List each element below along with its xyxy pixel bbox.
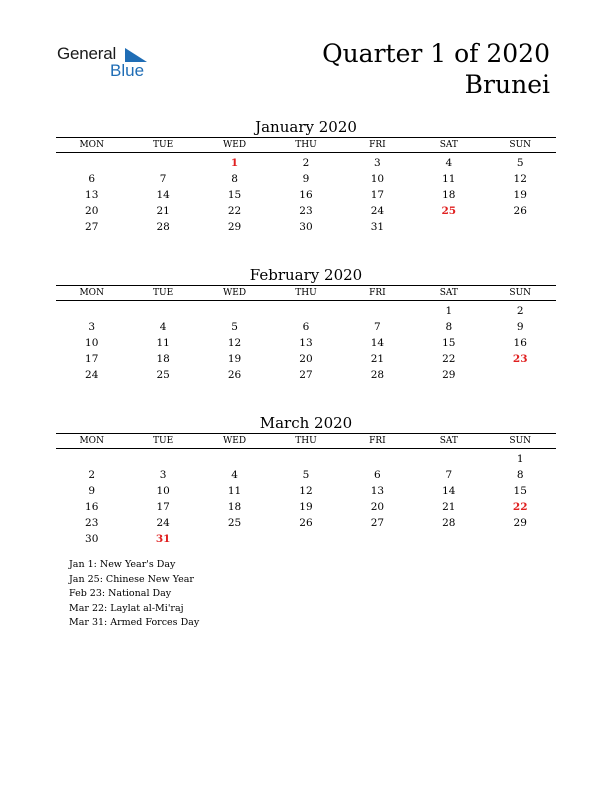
- month-calendar: [56, 265, 556, 383]
- day-cell: 24: [370, 205, 385, 217]
- weekday-label: THU: [295, 436, 317, 446]
- weekday-label: MON: [79, 436, 104, 446]
- day-cell: 30: [299, 221, 313, 233]
- day-cell: 20: [370, 501, 385, 513]
- weekday-label: SAT: [439, 140, 458, 150]
- day-cell: 11: [156, 337, 170, 349]
- day-cell: 18: [156, 353, 170, 365]
- day-cell: 28: [370, 369, 385, 381]
- day-cell: 18: [227, 501, 242, 513]
- day-cell: 6: [88, 173, 96, 185]
- weekday-label: SAT: [439, 288, 458, 298]
- day-cell: 2: [302, 157, 310, 169]
- day-cell: 24: [156, 517, 170, 529]
- title-quarter: Quarter 1 of 2020: [322, 39, 550, 68]
- title-country: Brunei: [464, 70, 550, 99]
- day-cell: 19: [299, 501, 313, 513]
- weekday-label: FRI: [369, 140, 386, 150]
- day-cell: 10: [85, 337, 99, 349]
- week-row: [56, 451, 556, 467]
- week-row: [56, 303, 556, 319]
- day-cell: 9: [516, 321, 524, 333]
- day-cell: 26: [299, 517, 313, 529]
- day-cell: 5: [302, 469, 310, 481]
- empty-day-cell: [485, 367, 556, 383]
- empty-day-cell: [127, 451, 198, 467]
- day-cell: 5: [516, 157, 524, 169]
- weekday-header: [56, 137, 556, 153]
- day-cell: 11: [442, 173, 456, 185]
- empty-day-cell: [485, 531, 556, 547]
- weekday-label: SUN: [509, 288, 532, 298]
- day-cell: 9: [88, 485, 96, 497]
- logo-text-general: General: [57, 44, 117, 63]
- day-cell: 3: [159, 469, 167, 481]
- day-cell: 13: [299, 337, 313, 349]
- week-row: [56, 219, 556, 235]
- empty-day-cell: [127, 155, 198, 171]
- day-cell: 21: [370, 353, 385, 365]
- day-cell: 15: [513, 485, 527, 497]
- weekday-label: FRI: [369, 436, 386, 446]
- week-row: [56, 499, 556, 515]
- empty-day-cell: [56, 303, 127, 319]
- day-cell: 2: [516, 305, 524, 317]
- day-cell: 3: [374, 157, 381, 169]
- month-title: January 2020: [255, 118, 357, 136]
- day-cell: 28: [442, 517, 456, 529]
- day-cell: 4: [159, 321, 167, 333]
- day-cell: 21: [156, 205, 170, 217]
- day-cell: 7: [159, 173, 167, 185]
- day-cell: 21: [442, 501, 456, 513]
- week-row: [56, 171, 556, 187]
- weekday-label: THU: [295, 288, 317, 298]
- weekday-label: TUE: [153, 140, 174, 150]
- day-cell: 12: [299, 485, 313, 497]
- day-cell: 20: [299, 353, 313, 365]
- day-cell: 5: [231, 321, 238, 333]
- day-cell: 6: [374, 469, 381, 481]
- day-cell: 31: [370, 221, 385, 233]
- month-calendar: [56, 413, 556, 547]
- day-cell: 17: [85, 353, 99, 365]
- weekday-label: MON: [79, 140, 104, 150]
- day-cell: 7: [374, 321, 381, 333]
- weekday-label: WED: [223, 288, 247, 298]
- day-cell: 1: [516, 453, 524, 465]
- empty-day-cell: [127, 303, 198, 319]
- empty-day-cell: [485, 219, 556, 235]
- logo-triangle-icon: [125, 46, 147, 62]
- day-cell: 4: [231, 469, 238, 481]
- empty-day-cell: [342, 303, 413, 319]
- day-cell: 3: [88, 321, 96, 333]
- day-cell: 15: [442, 337, 456, 349]
- weekday-label: THU: [295, 140, 317, 150]
- day-cell: 24: [85, 369, 99, 381]
- day-cell: 20: [85, 205, 99, 217]
- empty-day-cell: [56, 451, 127, 467]
- day-cell: 23: [85, 517, 99, 529]
- weekday-header: [56, 285, 556, 301]
- day-cell: 27: [85, 221, 99, 233]
- day-cell: 10: [370, 173, 385, 185]
- week-row: [56, 187, 556, 203]
- empty-day-cell: [270, 531, 341, 547]
- day-cell: 29: [513, 517, 527, 529]
- holiday-item: Mar 22: Laylat al-Mi'raj: [69, 602, 184, 614]
- day-cell: 29: [227, 221, 242, 233]
- day-cell: 1: [445, 305, 453, 317]
- day-cell: 9: [302, 173, 310, 185]
- month-title: March 2020: [259, 414, 353, 432]
- day-cell: 8: [231, 173, 238, 185]
- week-row: [56, 203, 556, 219]
- empty-day-cell: [413, 219, 484, 235]
- day-cell: 18: [442, 189, 456, 201]
- empty-day-cell: [199, 531, 270, 547]
- day-cell: 2: [88, 469, 96, 481]
- holiday-item: Feb 23: National Day: [69, 588, 172, 599]
- day-cell: 22: [227, 205, 242, 217]
- day-cell: 27: [299, 369, 313, 381]
- day-cell: 12: [513, 173, 527, 185]
- weekday-label: MON: [79, 288, 104, 298]
- day-cell: 14: [370, 337, 385, 349]
- week-row: [56, 483, 556, 499]
- empty-day-cell: [56, 155, 127, 171]
- holiday-item: Jan 1: New Year's Day: [69, 559, 176, 570]
- holiday-list: [69, 558, 199, 631]
- day-cell: 11: [227, 485, 242, 497]
- empty-day-cell: [342, 451, 413, 467]
- empty-day-cell: [413, 451, 484, 467]
- empty-day-cell: [270, 451, 341, 467]
- day-cell: 17: [156, 501, 170, 513]
- week-row: [56, 467, 556, 483]
- day-cell: 16: [299, 189, 313, 201]
- day-cell: 22: [512, 501, 528, 513]
- day-cell: 25: [227, 517, 242, 529]
- day-cell: 27: [370, 517, 385, 529]
- weekday-label: TUE: [153, 436, 174, 446]
- day-cell: 4: [445, 157, 453, 169]
- empty-day-cell: [199, 303, 270, 319]
- month-calendar: [56, 117, 556, 235]
- empty-day-cell: [413, 531, 484, 547]
- weekday-label: TUE: [153, 288, 174, 298]
- day-cell: 26: [227, 369, 242, 381]
- weekday-label: SAT: [439, 436, 458, 446]
- week-row: [56, 319, 556, 335]
- day-cell: 30: [85, 533, 99, 545]
- day-cell: 17: [370, 189, 385, 201]
- day-cell: 13: [370, 485, 385, 497]
- week-row: [56, 351, 556, 367]
- day-cell: 19: [227, 353, 242, 365]
- day-cell: 8: [516, 469, 524, 481]
- day-cell: 31: [155, 533, 171, 545]
- week-row: [56, 515, 556, 531]
- day-cell: 6: [302, 321, 310, 333]
- day-cell: 16: [85, 501, 99, 513]
- day-cell: 7: [445, 469, 453, 481]
- day-cell: 19: [513, 189, 527, 201]
- month-title: February 2020: [249, 266, 363, 284]
- weekday-label: SUN: [509, 436, 532, 446]
- day-cell: 25: [156, 369, 170, 381]
- weekday-label: SUN: [509, 140, 532, 150]
- day-cell: 1: [230, 157, 239, 169]
- weekday-label: WED: [223, 436, 247, 446]
- day-cell: 13: [85, 189, 99, 201]
- logo-text-blue: Blue: [110, 61, 145, 80]
- week-row: [56, 367, 556, 383]
- day-cell: 26: [513, 205, 527, 217]
- day-cell: 23: [512, 353, 528, 365]
- empty-day-cell: [270, 303, 341, 319]
- weekday-header: [56, 433, 556, 449]
- day-cell: 23: [299, 205, 313, 217]
- empty-day-cell: [342, 531, 413, 547]
- holiday-item: Mar 31: Armed Forces Day: [69, 617, 200, 628]
- day-cell: 12: [227, 337, 242, 349]
- empty-day-cell: [199, 451, 270, 467]
- logo: [57, 44, 157, 84]
- day-cell: 22: [442, 353, 456, 365]
- weekday-label: FRI: [369, 288, 386, 298]
- weekday-label: WED: [223, 140, 247, 150]
- day-cell: 8: [445, 321, 453, 333]
- day-cell: 28: [156, 221, 170, 233]
- page-title: [322, 38, 550, 100]
- day-cell: 10: [156, 485, 170, 497]
- holiday-item: Jan 25: Chinese New Year: [69, 573, 194, 585]
- week-row: [56, 155, 556, 171]
- day-cell: 16: [513, 337, 527, 349]
- day-cell: 29: [442, 369, 456, 381]
- day-cell: 14: [442, 485, 456, 497]
- week-row: [56, 531, 556, 547]
- day-cell: 14: [156, 189, 170, 201]
- day-cell: 25: [441, 205, 457, 217]
- day-cell: 15: [227, 189, 242, 201]
- week-row: [56, 335, 556, 351]
